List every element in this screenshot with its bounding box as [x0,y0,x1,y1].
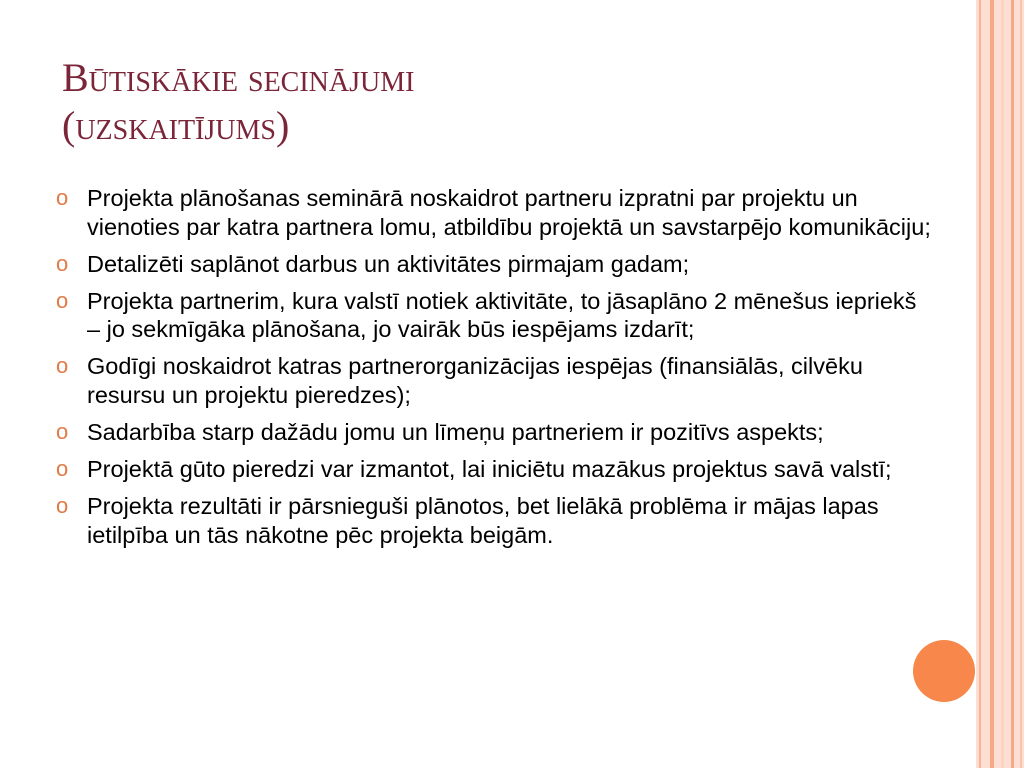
bullet-item [52,184,932,241]
bullet-text: Projekta partnerim, kura valstī notiek aktivitāte, to jāsaplāno 2 mēnešus iepriekš – jo sekmīgāka plānošana, jo vairāk būs iespējams izdarīt; [87,287,917,343]
bullet-item [52,287,932,344]
bullet-marker-icon: o [56,287,69,313]
bullet-marker-icon: o [56,250,69,276]
right-decorative-band [976,0,1024,768]
bullet-item [52,250,932,279]
slide-title [62,54,882,150]
bullet-marker-icon: o [56,456,69,482]
bullet-marker-icon: o [56,419,69,445]
decorative-stripe [990,0,994,768]
decorative-stripe [979,0,981,768]
bullet-text: Sadarbība starp dažādu jomu un līmeņu partneriem ir pozitīvs aspekts; [87,419,824,446]
bullet-item [52,492,932,549]
slide-title-line-2: (uzskaitījums) [62,103,290,148]
bullet-text: Projektā gūto pieredzi var izmantot, lai iniciētu mazākus projektus savā valstī; [87,456,892,483]
bullet-item [52,455,932,484]
bullet-text: Projekta rezultāti ir pārsnieguši plānotos, bet lielākā problēma ir mājas lapas ietilpība un tās nākotne pēc projekta beigām. [87,493,879,548]
bullet-text: Detalizēti saplānot darbus un aktivitātes pirmajam gadam; [87,250,690,277]
bullet-marker-icon: o [56,353,69,379]
decorative-stripe [1001,0,1004,768]
decorative-stripe [1020,0,1022,768]
bullet-list [52,184,932,558]
bullet-marker-icon: o [56,185,69,210]
decorative-stripe [1011,0,1014,768]
slide-title-line-1: Būtiskākie secinājumi [62,55,415,100]
bullet-text: Godīgi noskaidrot katras partnerorganizācijas iespējas (finansiālās, cilvēku resursu un projektu pieredzes); [87,353,863,409]
bullet-item [52,352,932,409]
bullet-text: Projekta plānošanas seminārā noskaidrot partneru izpratni par projektu un vienoties par katra partnera lomu, atbildību projektā un savstarpējo komunikāciju; [87,185,931,240]
decorative-circle [913,640,975,702]
bullet-marker-icon: o [56,493,69,519]
bullet-item [52,418,932,447]
